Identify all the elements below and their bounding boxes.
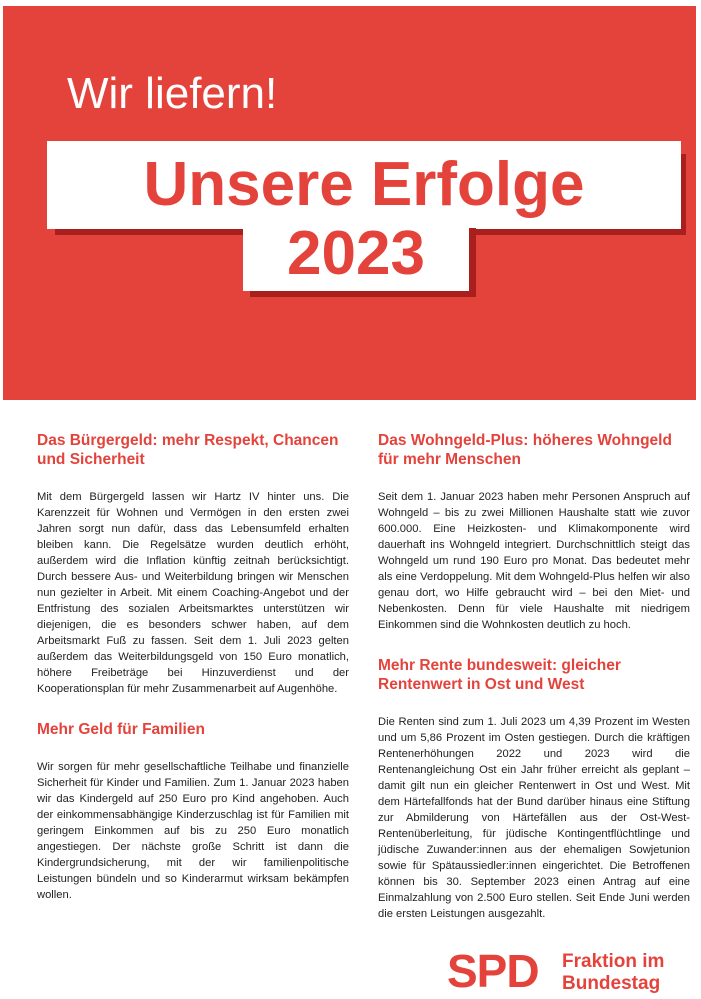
fraktion-line1: Fraktion im [562, 951, 665, 972]
section-familien [37, 720, 349, 903]
right-column [378, 431, 690, 922]
section-heading: Mehr Geld für Familien [37, 721, 205, 738]
section-text: Wir sorgen für mehr gesellschaftliche Teilhabe und finanzielle Sicherheit für Kinder und Familien. Zum 1. Januar 2023 haben wir das Kindergeld auf 250 Euro pro Kind angehoben. Auch der einkommensabhängige Kinderzuschlag ist für Familien mit geringem Einkommen auf bis zu 250 Euro monatlich angestiegen. Der nächste große Schritt ist dann die Kindergrundsicherung, mit der wir familienpolitische Leistungen bündeln und so Kinderarmut wirksam bekämpfen wollen. [37, 761, 349, 901]
hero-title-line1: Unsere Erfolge [143, 150, 585, 219]
section-buergergeld [37, 431, 349, 697]
fraktion-line2: Bundestag [562, 973, 661, 994]
section-text: Mit dem Bürgergeld lassen wir Hartz IV hinter uns. Die Karenzzeit für Wohnen und Vermögen in den ersten zwei Jahren sorgt nun dafür, dass das Lebensumfeld erhalten bleiben kann. Die Regelsätze wurden deutlich erhöht, außerdem wird die Inflation künftig zeitnah berücksichtigt. Durch bessere Aus- und Weiterbildung bringen wir Menschen nun gezielter in Arbeit. Mit einem Coaching-Angebot und der Entfristung des sozialen Arbeitsmarktes unterstützen wir diejenigen, die es besonders schwer haben, auf dem Arbeitsmarkt Fuß zu fassen. Seit dem 1. Juli 2023 gelten außerdem das Weiterbildungsgeld von 150 Euro monatlich, höhere Freibeträge bei Hinzuverdienst und der Kooperationsplan für mehr Zusammenarbeit auf Augenhöhe. [37, 491, 349, 695]
hero-kicker: Wir liefern! [67, 69, 278, 118]
section-wohngeld [378, 431, 690, 633]
section-rente [378, 656, 690, 922]
section-heading: Das Wohngeld-Plus: höheres Wohngeld für mehr Menschen [378, 432, 672, 468]
left-column [37, 431, 349, 903]
section-heading: Das Bürgergeld: mehr Respekt, Chancen und Sicherheit [37, 432, 339, 468]
section-text: Seit dem 1. Januar 2023 haben mehr Personen Anspruch auf Wohngeld – bis zu zwei Millionen Haushalte statt wie zuvor 600.000. Eine Heizkosten- und Klimakomponente wird dauerhaft ins Wohngeld integriert. Durchschnittlich steigt das Wohngeld um rund 190 Euro pro Monat. Das bedeutet mehr als eine Verdoppelung. Mit dem Wohngeld-Plus helfen wir also genau dort, wo Hilfe gebraucht wird – bei den Miet- und Nebenkosten. Denn für viele Haushalte mit niedrigem Einkommen sind die Wohnkosten deutlich zu hoch. [378, 491, 690, 631]
hero-title-year: 2023 [287, 219, 425, 288]
section-text: Die Renten sind zum 1. Juli 2023 um 4,39 Prozent im Westen und um 5,86 Prozent im Osten gestiegen. Durch die kräftigen Rentenerhöhungen 2022 und 2023 wird die Rentenangleichung Ost ein Jahr früher erreicht als geplant – damit gilt nun ein gleicher Rentenwert in Ost und West. Mit dem Härtefallfonds hat der Bund darüber hinaus eine Stiftung zur Abmilderung von Härtefällen aus der Ost-West-Rentenüberleitung, für jüdische Kontingentflüchtlinge und jüdische Zuwander:innen aus der ehemaligen Sowjetunion sowie für Spätaussiedler:innen eingerichtet. Die Betroffenen können bis 30. September 2023 einen Antrag auf eine Einmalzahlung von 2.500 Euro stellen. Seit Ende Juni werden die ersten Leistungen ausgezahlt. [378, 716, 690, 920]
spd-logo: SPD [447, 945, 539, 997]
section-heading: Mehr Rente bundesweit: gleicher Rentenwert in Ost und West [378, 657, 621, 693]
fraktion-label [562, 951, 664, 995]
